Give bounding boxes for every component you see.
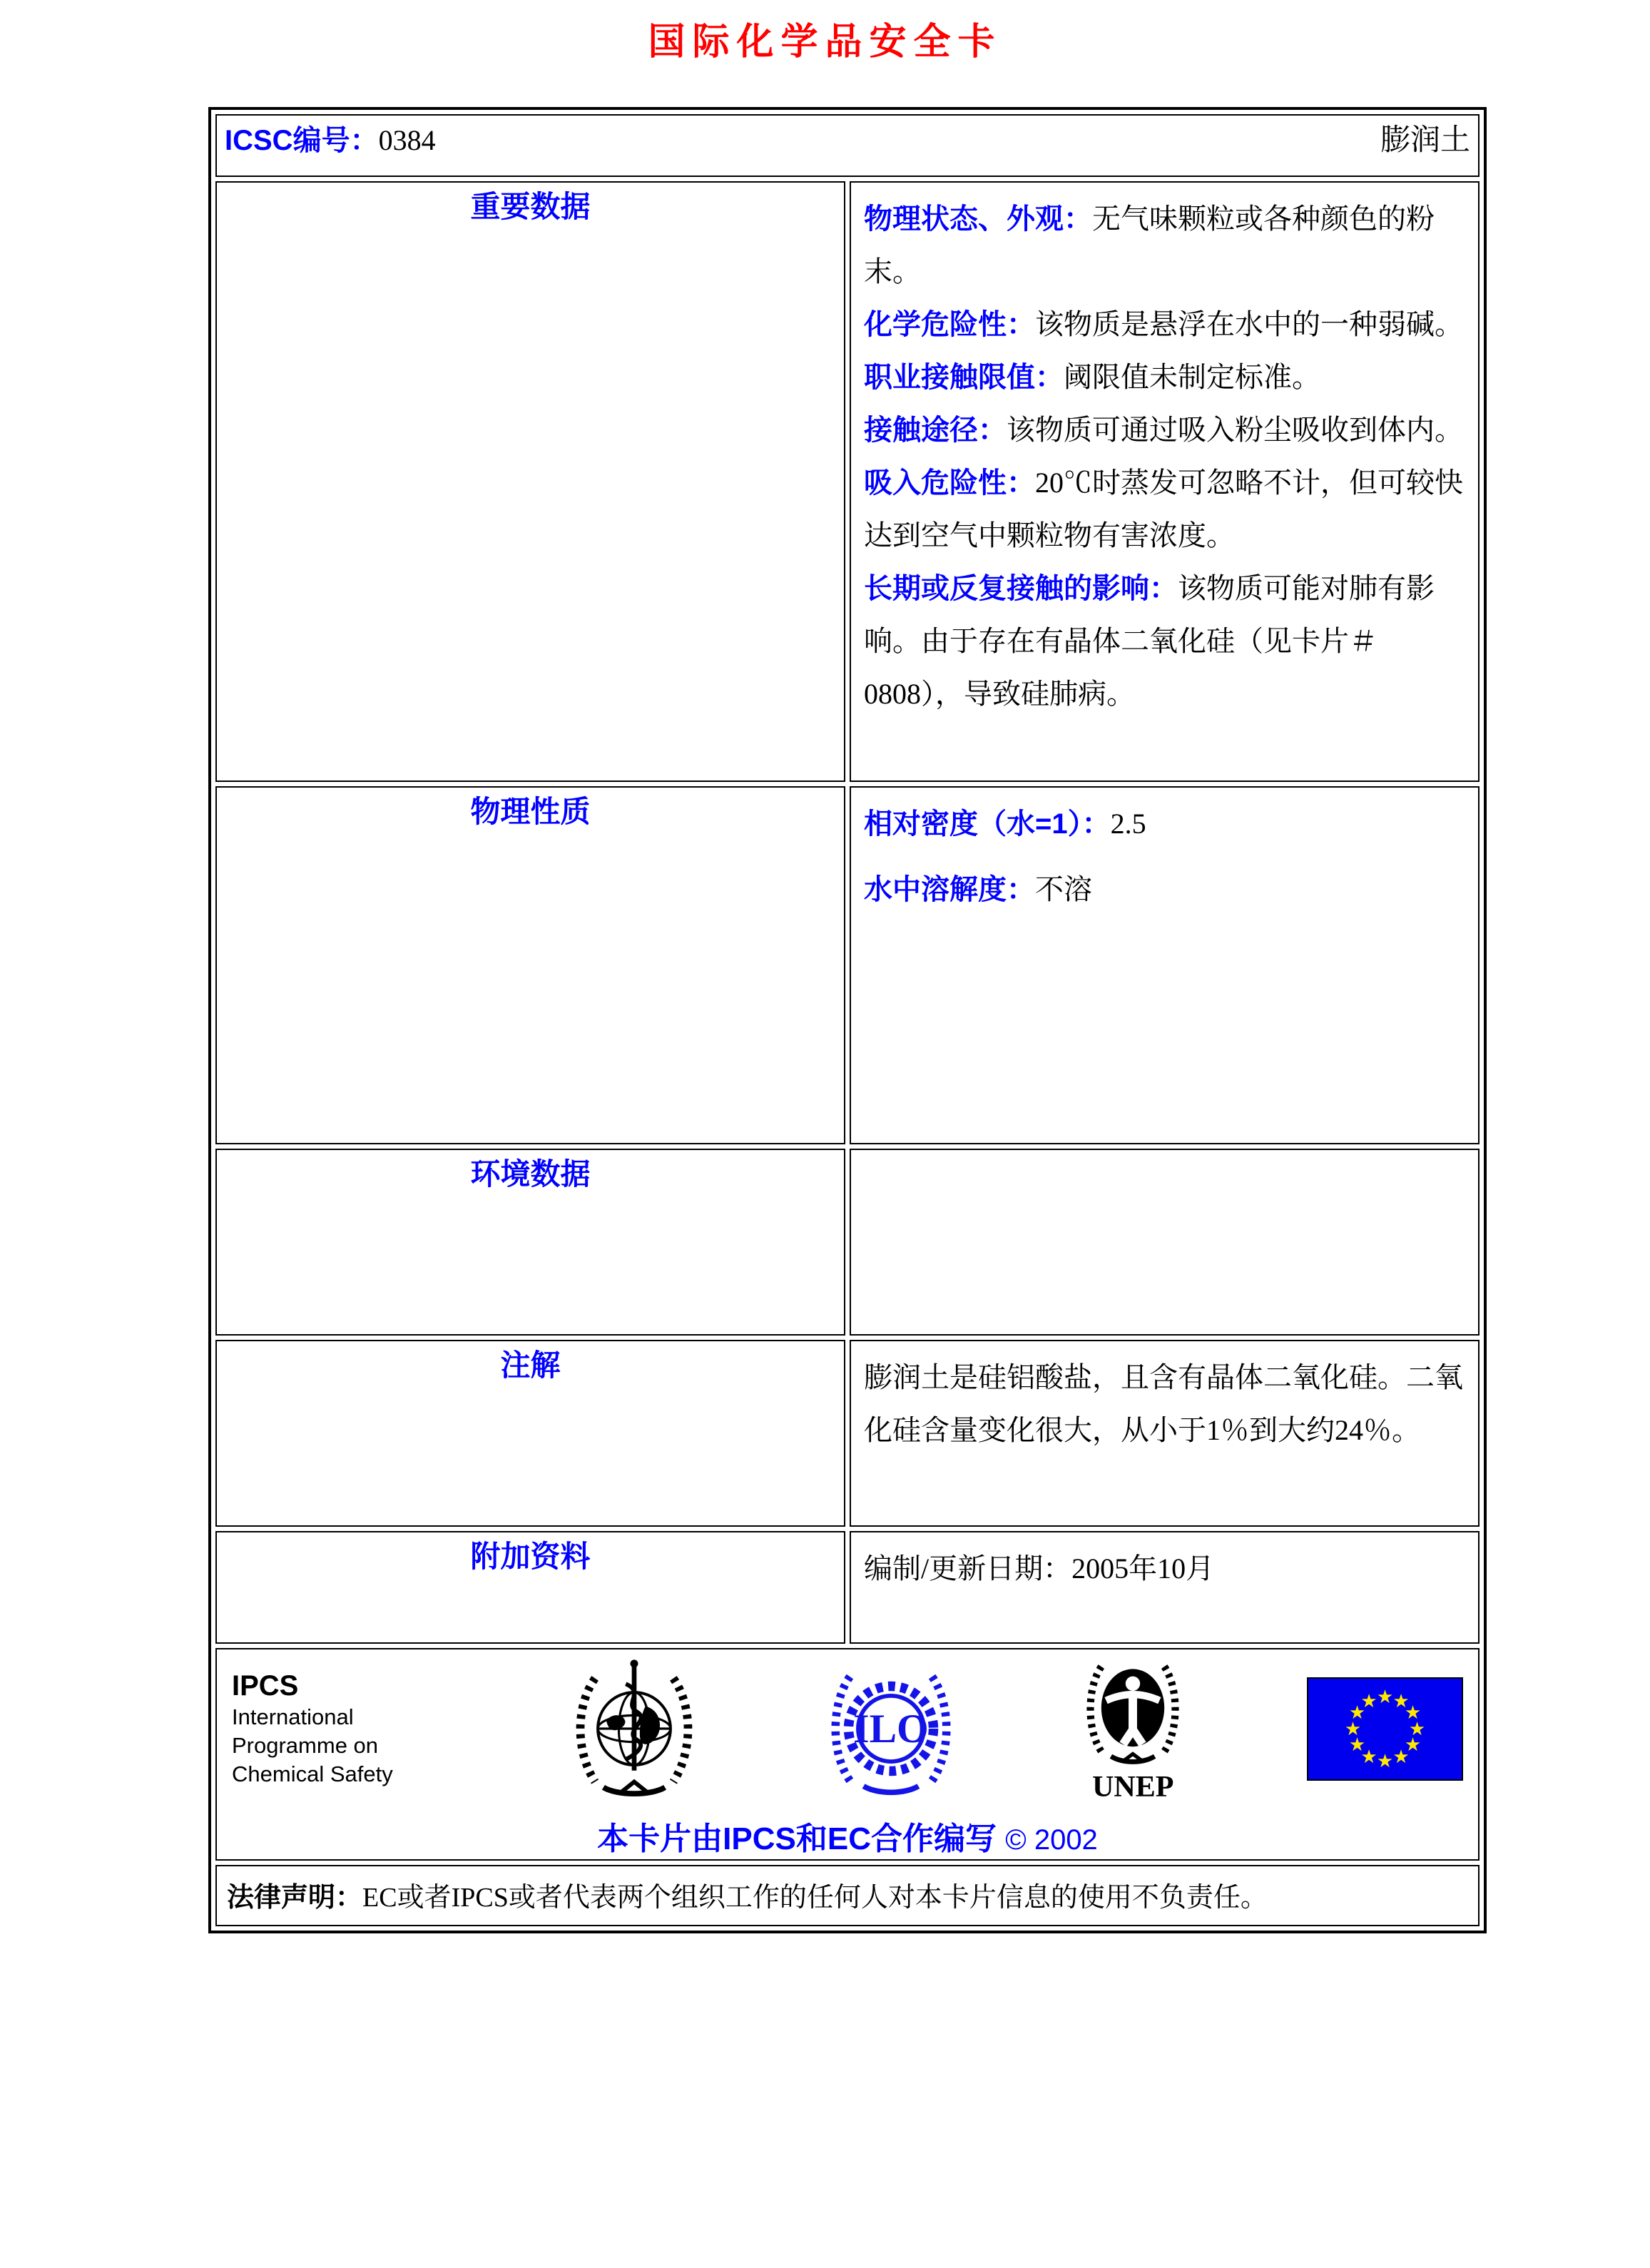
section-content-notes bbox=[850, 1340, 1480, 1527]
unep-logo-icon bbox=[1072, 1654, 1193, 1803]
page-title: 国际化学品安全卡 bbox=[648, 21, 1002, 63]
item-label: 职业接触限值： bbox=[864, 362, 1064, 393]
ipcs-text-block bbox=[232, 1669, 446, 1789]
important-item bbox=[864, 298, 1465, 351]
important-item bbox=[864, 562, 1465, 721]
svg-text:★: ★ bbox=[1344, 1718, 1362, 1740]
who-logo-icon bbox=[559, 1659, 709, 1799]
item-label: 接触途径： bbox=[864, 415, 1007, 446]
legal-text: EC或者IPCS或者代表两个组织工作的任何人对本卡片信息的使用不负责任。 bbox=[362, 1883, 1268, 1913]
item-label: 长期或反复接触的影响： bbox=[864, 573, 1178, 604]
svg-text:★: ★ bbox=[1348, 1734, 1366, 1756]
item-label: 相对密度（水=1）： bbox=[864, 808, 1111, 840]
item-text: 该物质可通过吸入粉尘吸收到体内。 bbox=[1007, 414, 1463, 446]
additional-text: 编制/更新日期：2005年10月 bbox=[864, 1552, 1215, 1585]
icsc-table bbox=[211, 110, 1484, 1931]
svg-text:★: ★ bbox=[1404, 1702, 1422, 1724]
item-label: 吸入危险性： bbox=[864, 467, 1035, 499]
credit-text: 本卡片由IPCS和EC合作编写 bbox=[597, 1821, 997, 1856]
eu-flag-icon bbox=[1307, 1677, 1463, 1781]
important-item bbox=[864, 193, 1465, 298]
section-label-environmental-data: 环境数据 bbox=[215, 1149, 845, 1336]
item-text: 阈限值未制定标准。 bbox=[1064, 361, 1320, 393]
svg-text:★: ★ bbox=[1404, 1734, 1422, 1756]
svg-text:★: ★ bbox=[1408, 1718, 1426, 1740]
header-row bbox=[215, 114, 1480, 177]
section-label-important-data: 重要数据 bbox=[215, 181, 845, 782]
icsc-number-group bbox=[225, 118, 436, 158]
icsc-card bbox=[208, 107, 1487, 1933]
important-item bbox=[864, 457, 1465, 562]
svg-text:★: ★ bbox=[1392, 1690, 1410, 1712]
credit-line bbox=[228, 1813, 1467, 1858]
section-label-additional-information: 附加资料 bbox=[215, 1531, 845, 1644]
icsc-number-value: 0384 bbox=[378, 123, 436, 156]
physical-item bbox=[864, 863, 1465, 916]
notes-text: 膨润土是硅铝酸盐，且含有晶体二氧化硅。二氧化硅含量变化很大，从小于1％到大约24％。 bbox=[864, 1361, 1463, 1446]
legal-label: 法律声明： bbox=[227, 1883, 363, 1913]
important-item bbox=[864, 351, 1465, 404]
item-text: 不溶 bbox=[1035, 873, 1092, 905]
svg-text:★: ★ bbox=[1376, 1750, 1394, 1772]
item-label: 化学危险性： bbox=[864, 309, 1035, 340]
physical-item bbox=[864, 798, 1465, 850]
section-content-additional-information bbox=[850, 1531, 1480, 1644]
item-label: 物理状态、外观： bbox=[864, 203, 1092, 235]
ipcs-line: Programme on bbox=[232, 1733, 379, 1758]
svg-text:★: ★ bbox=[1360, 1746, 1377, 1768]
section-content-important-data bbox=[850, 181, 1480, 782]
ipcs-title: IPCS bbox=[232, 1670, 299, 1702]
ilo-logo-icon bbox=[823, 1660, 959, 1797]
legal-row bbox=[215, 1865, 1480, 1926]
item-text: 该物质是悬浮在水中的一种弱碱。 bbox=[1035, 308, 1463, 340]
section-label-physical-properties: 物理性质 bbox=[215, 786, 845, 1144]
logos-row bbox=[215, 1648, 1480, 1861]
important-item bbox=[864, 404, 1465, 457]
icsc-number-label: ICSC编号： bbox=[225, 124, 379, 156]
item-text: 该物质可能对肺有影响。由于存在有晶体二氧化硅（见卡片＃0808），导致硅肺病。 bbox=[864, 572, 1435, 710]
svg-text:★: ★ bbox=[1348, 1702, 1366, 1724]
item-text: 20℃时蒸发可忽略不计，但可较快达到空气中颗粒物有害浓度。 bbox=[864, 467, 1463, 551]
chemical-name: 膨润土 bbox=[1380, 124, 1470, 157]
ipcs-line: International bbox=[232, 1704, 354, 1729]
copyright-text: © 2002 bbox=[1005, 1824, 1098, 1856]
item-text: 2.5 bbox=[1110, 808, 1146, 840]
ilo-letters: ILO bbox=[852, 1707, 929, 1752]
section-content-physical-properties bbox=[850, 786, 1480, 1144]
item-label: 水中溶解度： bbox=[864, 874, 1035, 905]
item-text: 无气味颗粒或各种颜色的粉末。 bbox=[864, 203, 1435, 288]
svg-text:★: ★ bbox=[1376, 1686, 1394, 1708]
unep-letters: UNEP bbox=[1092, 1771, 1174, 1804]
section-content-environmental-data bbox=[850, 1149, 1480, 1336]
ipcs-line: Chemical Safety bbox=[232, 1761, 393, 1786]
svg-text:★: ★ bbox=[1360, 1690, 1377, 1712]
section-label-notes: 注解 bbox=[215, 1340, 845, 1527]
svg-text:★: ★ bbox=[1392, 1746, 1410, 1768]
